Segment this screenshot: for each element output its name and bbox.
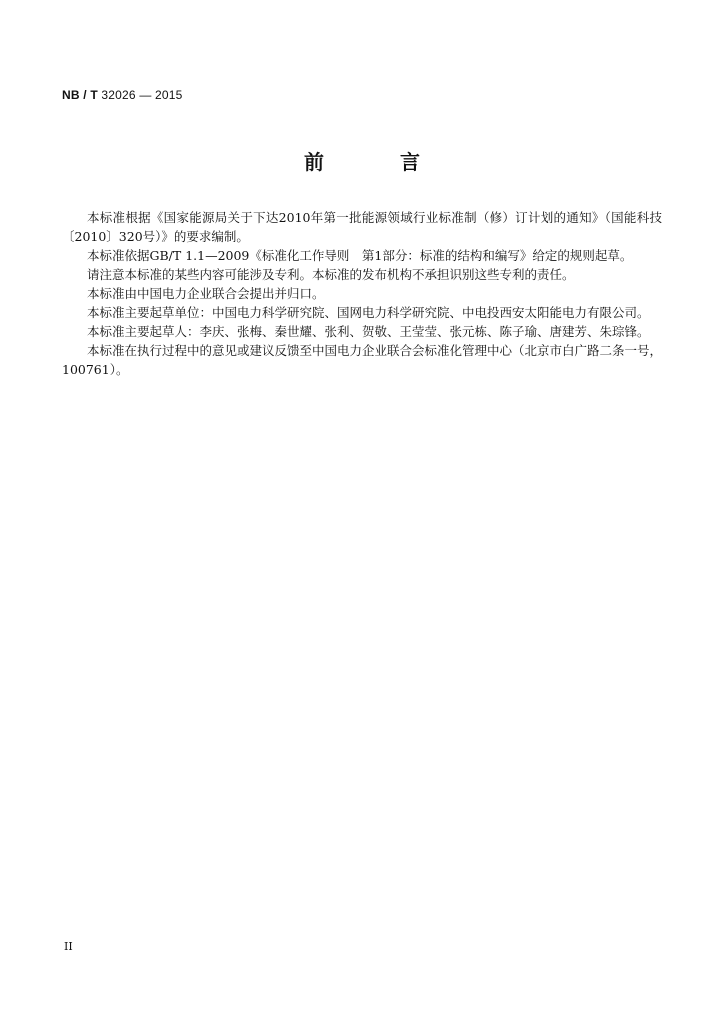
paragraph-6: 本标准主要起草人：李庆、张梅、秦世耀、张利、贺敬、王莹莹、张元栋、陈子瑜、唐建芳、朱琮锋。: [87, 324, 650, 339]
paragraph-1: 本标准根据《国家能源局关于下达2010年第一批能源领域行业标准制（修）订计划的通知》（国能科技〔2010〕320号）》的要求编制。: [62, 210, 662, 244]
foreword-body: [62, 208, 662, 379]
standard-number: 32026 — 2015: [101, 88, 183, 102]
paragraph-7: 本标准在执行过程中的意见或建议反馈至中国电力企业联合会标准化管理中心（北京市白广路二条一号，100761）。: [62, 343, 663, 377]
paragraph-3: 请注意本标准的某些内容可能涉及专利。本标准的发布机构不承担识别这些专利的责任。: [87, 267, 575, 282]
page-title: 前 言: [304, 150, 448, 174]
paragraph-4: 本标准由中国电力企业联合会提出并归口。: [87, 286, 325, 301]
standard-prefix: NB / T: [62, 88, 98, 102]
paragraph-5: 本标准主要起草单位：中国电力科学研究院、国网电力科学研究院、中电投西安太阳能电力有限公司。: [87, 305, 650, 320]
standard-number-header: [62, 88, 183, 102]
page-number: II: [64, 940, 73, 953]
paragraph-2: 本标准依据GB/T 1.1—2009《标准化工作导则 第1部分：标准的结构和编写》给定的规则起草。: [87, 248, 633, 263]
